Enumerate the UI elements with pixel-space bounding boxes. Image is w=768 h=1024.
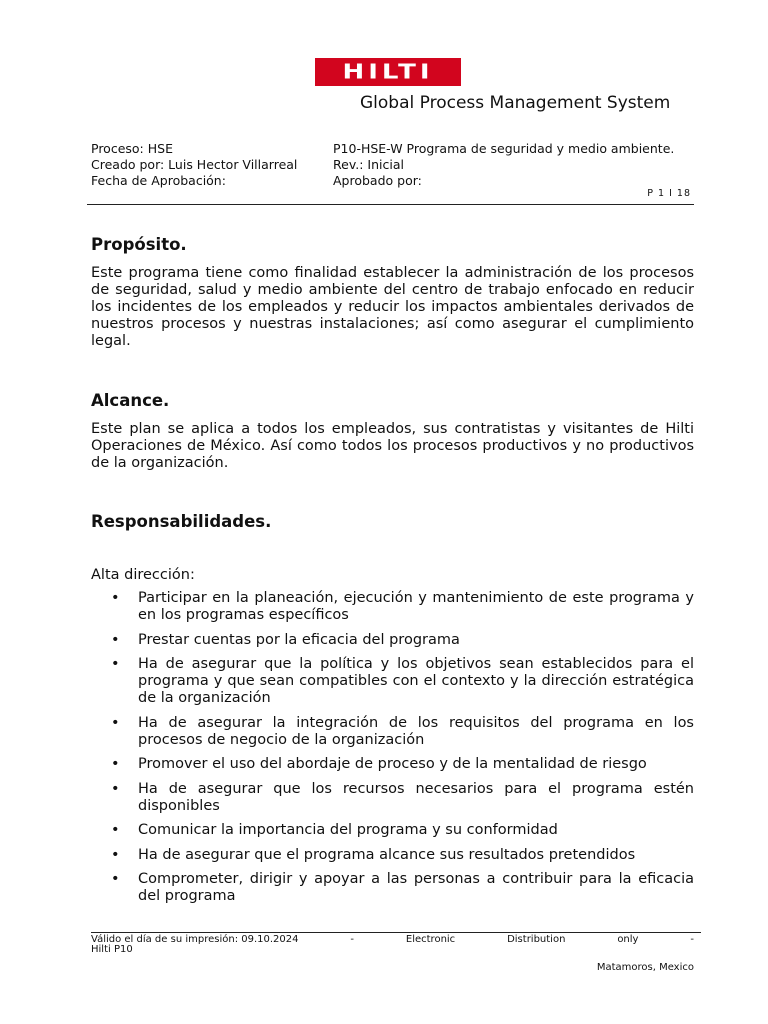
list-item-text: Comprometer, dirigir y apoyar a las personas a contribuir para la eficacia del programa [138, 871, 694, 904]
bullet-icon: • [111, 780, 120, 797]
bullet-icon: • [111, 631, 120, 648]
proposito-text: Este programa tiene como finalidad establecer la administración de los procesos de seguridad, salud y medio ambiente del centro de trabajo enfocado en reducir los incidentes de los empleados y reducir los impactos ambientales derivados de nuestros procesos y nuestras instalaciones; así como asegurar el cumplimiento legal. [91, 265, 694, 349]
revision-field: Rev.: Inicial [333, 157, 404, 172]
responsibilities-list [91, 590, 694, 905]
list-item-text: Promover el uso del abordaje de proceso y de la mentalidad de riesgo [138, 756, 647, 772]
list-item-text: Ha de asegurar que la política y los objetivos sean establecidos para el programa y que sean compatibles con el contexto y la dirección estratégica de la organización [138, 656, 694, 706]
list-item [91, 822, 694, 839]
bullet-icon: • [111, 822, 120, 838]
list-item-text: Ha de asegurar la integración de los requisitos del programa en los procesos de negocio de la organización [138, 714, 694, 748]
section-heading-alcance: Alcance. [91, 391, 170, 410]
bullet-icon: • [111, 714, 120, 731]
approved-by-field: Aprobado por: [333, 173, 422, 188]
header-divider [87, 204, 694, 205]
list-item [91, 590, 694, 624]
document-meta-left [91, 141, 297, 189]
footer-word: Distribution [507, 934, 566, 945]
section-proposito [91, 234, 694, 350]
list-item-text: Comunicar la importancia del programa y su conformidad [138, 822, 558, 838]
section-heading-proposito: Propósito. [91, 235, 187, 254]
created-by-field: Creado por: Luis Hector Villarreal [91, 157, 298, 172]
process-field: Proceso: HSE [91, 141, 173, 156]
system-title: Global Process Management System [360, 93, 671, 113]
footer-location: Matamoros, Mexico [596, 962, 694, 973]
list-item [91, 715, 694, 749]
list-item-text: Ha de asegurar que los recursos necesarios para el programa estén disponibles [138, 780, 694, 814]
list-item-text: Participar en la planeación, ejecución y mantenimiento de este programa y en los programas específicos [138, 590, 694, 623]
footer-code: Hilti P10 [91, 944, 133, 955]
list-item [91, 871, 694, 905]
section-heading-responsabilidades: Responsabilidades. [91, 512, 272, 531]
approval-date-field: Fecha de Aprobación: [91, 173, 226, 188]
hilti-logo-text: HILTI [342, 60, 434, 84]
footer-word: Electronic [405, 934, 456, 945]
bullet-icon: • [111, 590, 120, 606]
footer-validity-line [91, 934, 694, 945]
list-item-text: Ha de asegurar que el programa alcance sus resultados pretendidos [138, 846, 636, 863]
bullet-icon: • [111, 846, 120, 863]
list-item [91, 781, 694, 815]
list-item [91, 656, 694, 707]
footer-word: only [617, 934, 639, 945]
footer-validity: Válido el día de su impresión: 09.10.2024 [91, 934, 299, 945]
list-item [91, 847, 694, 864]
footer-dash: - [350, 934, 354, 945]
list-item [91, 632, 694, 649]
document-meta-right [333, 141, 674, 189]
subheading-alta-direccion: Alta dirección: [91, 567, 195, 583]
bullet-icon: • [111, 871, 120, 887]
footer-divider [91, 932, 701, 933]
footer-dash: - [690, 934, 694, 945]
list-item-text: Prestar cuentas por la eficacia del programa [138, 631, 460, 648]
list-item [91, 756, 694, 773]
bullet-icon: • [111, 756, 120, 772]
bullet-icon: • [111, 656, 120, 672]
document-title-field: P10-HSE-W Programa de seguridad y medio ambiente. [333, 141, 675, 156]
page-number: P 1 I 18 [647, 188, 691, 199]
section-responsabilidades [91, 511, 694, 913]
alcance-text: Este plan se aplica a todos los empleados, sus contratistas y visitantes de Hilti Operaciones de México. Así como todos los procesos productivos y no productivos de la organización. [91, 421, 694, 471]
hilti-logo [315, 58, 461, 86]
section-alcance [91, 390, 694, 472]
